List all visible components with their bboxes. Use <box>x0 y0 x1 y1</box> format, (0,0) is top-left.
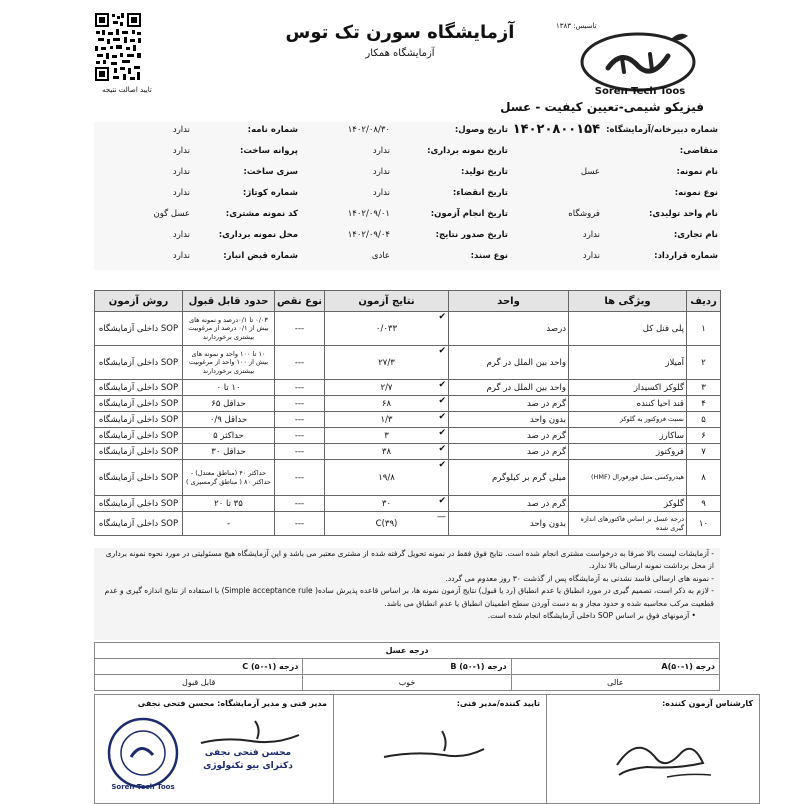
info-value: ندارد <box>172 251 190 261</box>
defect-cell: --- <box>275 444 325 460</box>
info-label: شماره کوتاژ: <box>242 188 298 198</box>
table-row <box>95 512 721 536</box>
results-column-header: ردیف <box>687 291 721 312</box>
notes-section <box>94 548 720 640</box>
test-title: فیزیکو شیمی-تعیین کیفیت - عسل <box>500 100 704 114</box>
row-number-cell: ۷ <box>687 444 721 460</box>
limit-cell: حداقل ۰/۹ <box>183 412 275 428</box>
qr-code-icon[interactable] <box>94 12 142 82</box>
property-cell: فروکتوز <box>569 444 687 460</box>
check-mark-icon: ✔ <box>438 428 446 438</box>
lab-stamp-icon <box>95 711 195 791</box>
row-number-cell: ۱ <box>687 312 721 346</box>
info-row <box>94 230 720 251</box>
defect-cell: --- <box>275 346 325 380</box>
result-cell <box>325 312 449 346</box>
info-value: فروشگاه <box>568 209 600 219</box>
info-row <box>94 146 720 167</box>
table-row <box>95 444 721 460</box>
results-column-header: نتایج آزمون <box>325 291 449 312</box>
property-cell: هیدروکسی متیل فورفورال (HMF) <box>569 460 687 496</box>
result-value: ۱۹/۸ <box>378 472 395 483</box>
grade-value: قابل قبول <box>95 675 303 691</box>
method-cell: SOP داخلی آزمایشگاه <box>95 380 183 396</box>
result-value: ۳ <box>384 430 389 441</box>
manager-signature <box>195 715 305 755</box>
stamp-title: دکترای بیو تکنولوژی <box>203 760 293 771</box>
info-value: عادی <box>371 251 390 261</box>
info-label: شماره دبیرخانه/آزمایشگاه: <box>606 125 718 135</box>
check-mark-icon: ✔ <box>438 396 446 406</box>
result-value: C(۳۹) <box>375 518 398 529</box>
info-label: نوع نمونه: <box>674 188 718 198</box>
method-cell: SOP داخلی آزمایشگاه <box>95 444 183 460</box>
method-cell: SOP داخلی آزمایشگاه <box>95 496 183 512</box>
limit-cell: ۳۵ تا ۲۰ <box>183 496 275 512</box>
row-number-cell: ۲ <box>687 346 721 380</box>
info-label: تاریخ انجام آزمون: <box>430 209 508 219</box>
limit-cell: حداقل ۳۰ <box>183 444 275 460</box>
table-row <box>95 380 721 396</box>
approver-label: تایید کننده/مدیر فنی: <box>456 699 540 708</box>
results-column-header: ویژگی ها <box>569 291 687 312</box>
check-mark-icon: ✔ <box>438 380 446 390</box>
check-mark-icon: ✔ <box>438 412 446 422</box>
info-label: تاریخ انقضاء: <box>452 188 508 198</box>
check-mark-icon: ✔ <box>438 444 446 454</box>
result-value: ۶۸ <box>381 398 392 409</box>
info-label: نام تجاری: <box>673 230 718 240</box>
info-label: متقاضی: <box>679 146 718 156</box>
results-column-header: حدود قابل قبول <box>183 291 275 312</box>
table-row <box>95 396 721 412</box>
note-line: - لازم به ذکر است، تصمیم گیری در مورد انطباق یا عدم انطباق (رد یا قبول) نتایج آزمون نمونه ها، بر اساس قاعده پذیرش ساده( Simple acceptance rule) با استفاده از نتایج اندازه گیری و عدم قطعیت مرکب محاسبه شده و حدود مجاز و به دست آوردن سطح اطمینان انطباق یا عدم انطباق می باشد. <box>104 586 714 608</box>
table-row <box>95 346 721 380</box>
unit-cell: گرم در صد <box>449 496 569 512</box>
defect-cell: --- <box>275 512 325 536</box>
note-line: - آزمایشات لیست بالا صرفا به درخواست مشتری انجام شده است. نتایج فوق فقط در نمونه تحویل گرفته شده از مشتری معتبر می باشد و این آزمایشگاه هیچ مسئولیتی در مورد نحوه نمونه برداری از محل برداشت نمونه ارسالی بالا ندارد. <box>105 549 714 571</box>
lab-title: آزمایشگاه سورن تک توس <box>285 22 515 43</box>
info-value: ندارد <box>172 125 190 135</box>
unit-cell: واحد بین الملل در گرم <box>449 346 569 380</box>
unit-cell: گرم در صد <box>449 428 569 444</box>
row-number-cell: ۹ <box>687 496 721 512</box>
check-mark-icon: ✔ <box>438 460 446 470</box>
tester-cell <box>547 695 760 804</box>
info-label: نام واحد تولیدی: <box>648 209 718 219</box>
results-column-header: روش آزمون <box>95 291 183 312</box>
result-value: ۰/۰۳۳ <box>375 323 398 334</box>
info-value: ۱۴۰۲/۰۸/۳۰ <box>347 125 390 135</box>
info-label: پروانه ساخت: <box>239 146 298 156</box>
check-mark-icon: ✔ <box>438 346 446 356</box>
info-value: ندارد <box>172 188 190 198</box>
info-row <box>94 122 720 146</box>
table-row <box>95 412 721 428</box>
row-number-cell: ۱۰ <box>687 512 721 536</box>
row-number-cell: ۶ <box>687 428 721 444</box>
row-number-cell: ۸ <box>687 460 721 496</box>
property-cell: نسبت فروکتوز به گلوکز <box>569 412 687 428</box>
grade-label: درجه A(۵۰-۱) <box>511 659 719 675</box>
info-label: نوع سند: <box>470 251 508 261</box>
limit-cell: حداکثر ۴۰ (مناطق معتدل) - حداکثر ۸۰ ( مناطق گرمسیری ) <box>183 460 275 496</box>
table-row <box>95 312 721 346</box>
defect-cell: --- <box>275 312 325 346</box>
grade-title: درجه عسل <box>95 643 720 659</box>
info-value: عسل <box>580 167 600 177</box>
row-number-cell: ۳ <box>687 380 721 396</box>
results-column-header: واحد <box>449 291 569 312</box>
limit-cell: ۰/۰۳ تا ۰/۱درصد و نمونه های بیش از ۰/۱ درصد از مرغوبیت بیشتری برخوردارند <box>183 312 275 346</box>
result-cell <box>325 512 449 536</box>
report-header <box>0 0 800 112</box>
property-cell: درجه عسل بر اساس فاکتورهای اندازه گیری شده <box>569 512 687 536</box>
info-label: محل نمونه برداری: <box>218 230 298 240</box>
check-mark-icon: ✔ <box>438 312 446 322</box>
defect-cell: --- <box>275 428 325 444</box>
result-cell <box>325 396 449 412</box>
result-value: ۲/۷ <box>380 382 393 393</box>
table-row <box>95 496 721 512</box>
info-value: ندارد <box>172 146 190 156</box>
info-row <box>94 167 720 188</box>
method-cell: SOP داخلی آزمایشگاه <box>95 396 183 412</box>
grade-label: درجه C (۵۰-۱) <box>95 659 303 675</box>
info-value: ندارد <box>372 188 390 198</box>
result-value: ۲۷/۳ <box>378 357 395 368</box>
info-value: ندارد <box>582 230 600 240</box>
tester-signature <box>607 725 717 785</box>
result-cell <box>325 380 449 396</box>
grade-value: خوب <box>303 675 511 691</box>
lab-subtitle: آزمایشگاه همکار <box>365 48 435 59</box>
limit-cell: ۱۰ تا ۰ <box>183 380 275 396</box>
result-value: ۳۸ <box>381 446 392 457</box>
result-value: ۳۰ <box>381 498 392 509</box>
unit-cell: واحد بین الملل در گرم <box>449 380 569 396</box>
info-label: تاریخ نمونه برداری: <box>427 146 508 156</box>
method-cell: SOP داخلی آزمایشگاه <box>95 412 183 428</box>
info-value: ندارد <box>372 146 390 156</box>
info-label: تاریخ صدور نتایج: <box>435 230 508 240</box>
info-value: ندارد <box>172 230 190 240</box>
info-value: عسل گون <box>153 209 190 219</box>
note-line: • آزمونهای فوق بر اساس SOP داخلی آزمایشگاه انجام شده است. <box>487 610 696 620</box>
qr-caption: تایید اصالت نتیجه <box>102 86 152 94</box>
info-row <box>94 209 720 230</box>
check-mark-icon: ✔ <box>438 496 446 506</box>
property-cell: آمیلاز <box>569 346 687 380</box>
unit-cell: گرم در صد <box>449 444 569 460</box>
property-cell: پلی فنل کل <box>569 312 687 346</box>
defect-cell: --- <box>275 380 325 396</box>
method-cell: SOP داخلی آزمایشگاه <box>95 312 183 346</box>
unit-cell: میلی گرم بر کیلوگرم <box>449 460 569 496</box>
property-cell: قند احیا کننده <box>569 396 687 412</box>
unit-cell: درصد <box>449 312 569 346</box>
tester-label: کارشناس آزمون کننده: <box>662 699 753 708</box>
info-value: ۱۴۰۲/۰۹/۰۱ <box>347 209 390 219</box>
method-cell: SOP داخلی آزمایشگاه <box>95 512 183 536</box>
results-header-row <box>95 291 721 312</box>
sample-info <box>94 122 720 270</box>
method-cell: SOP داخلی آزمایشگاه <box>95 428 183 444</box>
property-cell: ساکارز <box>569 428 687 444</box>
defect-cell: --- <box>275 396 325 412</box>
approver-cell <box>334 695 547 804</box>
limit-cell: ۱۰ تا ۱۰۰ واحد و نمونه های بیش از ۱۰۰ واحد از مرغوبیت بیشتری برخوردارند <box>183 346 275 380</box>
defect-cell: --- <box>275 460 325 496</box>
stamp-name: محسن فتحی نجفی <box>204 748 292 758</box>
info-value: ندارد <box>582 251 600 261</box>
stamp-ring-text: Soren Tech Toos <box>111 783 175 791</box>
row-number-cell: ۵ <box>687 412 721 428</box>
logo-established: تاسیس: ۱۳۸۳ <box>556 22 597 30</box>
info-label: شماره قرارداد: <box>654 251 718 261</box>
info-value: ۱۴۰۲۰۸۰۰۱۵۴ <box>512 122 600 137</box>
unit-cell: گرم در صد <box>449 396 569 412</box>
method-cell: SOP داخلی آزمایشگاه <box>95 460 183 496</box>
check-mark-icon: — <box>437 512 446 522</box>
info-row <box>94 188 720 209</box>
limit-cell: حداقل ۶۵ <box>183 396 275 412</box>
manager-label: مدیر فنی و مدیر آزمایشگاه: محسن فتحی نجفی <box>137 699 327 708</box>
grade-value: عالی <box>511 675 719 691</box>
info-label: سری ساخت: <box>243 167 298 177</box>
result-cell <box>325 460 449 496</box>
info-label: کد نمونه مشتری: <box>225 209 298 219</box>
grade-table <box>94 642 720 691</box>
method-cell: SOP داخلی آزمایشگاه <box>95 346 183 380</box>
unit-cell: بدون واحد <box>449 512 569 536</box>
result-value: ۱/۳ <box>380 414 393 425</box>
logo-text-en: Soren Tech Toos <box>594 86 686 97</box>
manager-cell <box>95 695 334 804</box>
info-value: ندارد <box>172 167 190 177</box>
note-line: - نمونه های ارسالی فاسد نشدنی به آزمایشگاه پس از گذشت ۳۰ روز معدوم می گردد. <box>445 573 714 583</box>
info-label: تاریخ تولید: <box>460 167 508 177</box>
result-cell <box>325 496 449 512</box>
property-cell: گلوکز اکسیداز <box>569 380 687 396</box>
info-row <box>94 251 720 272</box>
signature-table <box>94 694 760 804</box>
info-label: شماره قبض انبار: <box>223 251 298 261</box>
results-table <box>94 290 721 536</box>
table-row <box>95 460 721 496</box>
result-cell <box>325 444 449 460</box>
info-label: نام نمونه: <box>676 167 718 177</box>
limit-cell: - <box>183 512 275 536</box>
limit-cell: حداکثر ۵ <box>183 428 275 444</box>
table-row <box>95 428 721 444</box>
property-cell: گلوکز <box>569 496 687 512</box>
info-value: ۱۴۰۲/۰۹/۰۴ <box>347 230 390 240</box>
results-column-header: نوع نقص <box>275 291 325 312</box>
info-label: تاریخ وصول: <box>454 125 508 135</box>
grade-label: درجه B (۵۰-۱) <box>303 659 511 675</box>
result-cell <box>325 346 449 380</box>
result-cell <box>325 428 449 444</box>
info-value: ندارد <box>372 167 390 177</box>
info-label: شماره نامه: <box>247 125 298 135</box>
unit-cell: بدون واحد <box>449 412 569 428</box>
result-cell <box>325 412 449 428</box>
approver-signature <box>374 721 494 771</box>
defect-cell: --- <box>275 412 325 428</box>
defect-cell: --- <box>275 496 325 512</box>
row-number-cell: ۴ <box>687 396 721 412</box>
